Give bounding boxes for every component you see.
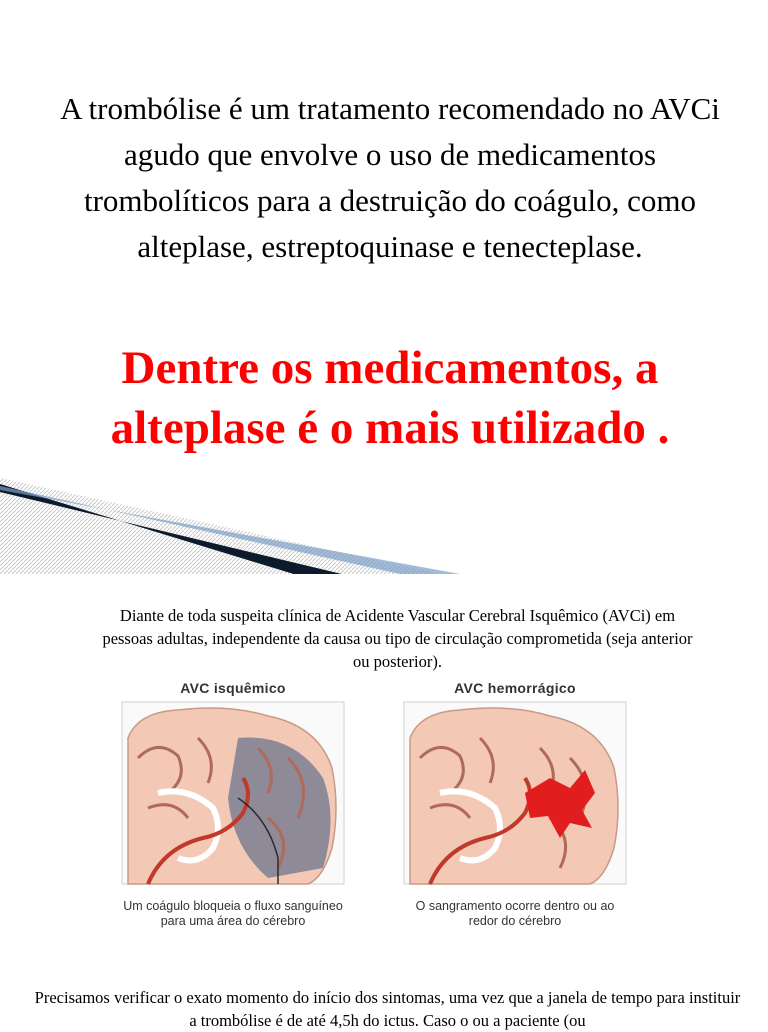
intro-paragraph: A trombólise é um tratamento recomendado no AVCi agudo que envolve o uso de medicamentos trombolíticos para a destruição do coágulo, como alteplase, estreptoquinase e tenecteplase. — [60, 91, 720, 264]
highlight-statement: Dentre os medicamentos, a alteplase é o mais utilizado . — [110, 342, 670, 454]
time-window-paragraph: Precisamos verificar o exato momento do início dos sintomas, uma vez que a janela de tempo para instituir a trombólise é de até 4,5h do ictus. Caso o ou a paciente (ou — [34, 988, 741, 1030]
suspicion-caption: Diante de toda suspeita clínica de Acidente Vascular Cerebral Isquêmico (AVCi) em pessoas adultas, independente da causa ou tipo de circulação comprometida (seja anterior ou posterior). — [102, 606, 693, 671]
figure-title: AVC hemorrágico — [454, 680, 576, 696]
figure-hemorrhagic-stroke — [400, 680, 630, 929]
figure-ischemic-stroke — [118, 680, 348, 929]
figure-caption: Um coágulo bloqueia o fluxo sanguíneo para uma área do cérebro — [123, 899, 343, 928]
figure-title: AVC isquêmico — [180, 680, 286, 696]
ischemic-brain-illustration — [118, 698, 348, 888]
slide-divider — [0, 478, 768, 578]
figure-caption: O sangramento ocorre dentro ou ao redor do cérebro — [415, 899, 615, 928]
hemorrhagic-brain-illustration — [400, 698, 630, 888]
